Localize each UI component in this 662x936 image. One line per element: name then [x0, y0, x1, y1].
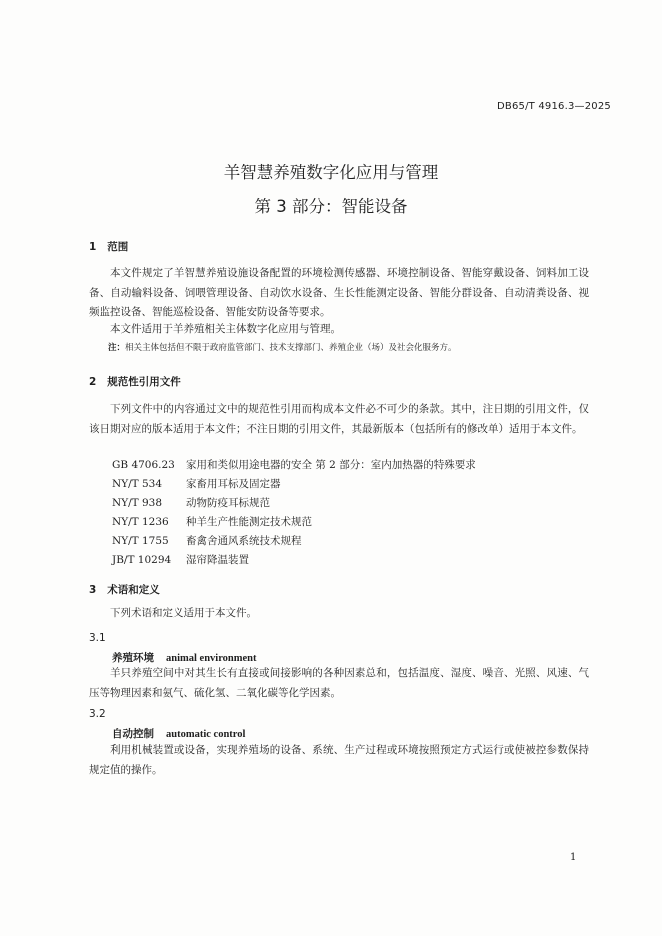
- term-number: 3.1: [89, 632, 106, 644]
- reference-title: 家用和类似用途电器的安全 第 2 部分：室内加热器的特殊要求: [186, 459, 476, 471]
- reference-code: JB/T 10294: [112, 554, 172, 566]
- term-definition: 利用机械装置或设备，实现养殖场的设备、系统、生产过程或环境按照预定方式运行或使被控参数保持规定值的操作。: [89, 744, 589, 776]
- reference-item: [112, 476, 281, 491]
- reference-item: [112, 552, 249, 567]
- section-3-heading: [89, 582, 160, 597]
- page-number: 1: [570, 852, 577, 863]
- section-number: 2: [89, 376, 97, 388]
- reference-title: 湿帘降温装置: [186, 554, 249, 566]
- scope-applicability: 本文件适用于羊养殖相关主体数字化应用与管理。: [110, 323, 341, 335]
- references-intro: 下列文件中的内容通过文中的规范性引用而构成本文件必不可少的条款。其中，注日期的引用文件，仅该日期对应的版本适用于本文件；不注日期的引用文件，其最新版本（包括所有的修改单）适用于本文件。: [89, 403, 589, 435]
- term-name: [112, 650, 257, 665]
- reference-item: [112, 533, 302, 548]
- term-name-en: automatic control: [166, 729, 246, 740]
- section-1-heading: [89, 239, 128, 254]
- reference-code: GB 4706.23: [112, 459, 175, 471]
- reference-code: NY/T 938: [112, 497, 163, 509]
- term-name-cn: 养殖环境: [112, 652, 154, 664]
- reference-code: NY/T 1755: [112, 535, 169, 547]
- note-label: 注：: [108, 343, 126, 353]
- term-definition: 羊只养殖空间中对其生长有直接或间接影响的各种因素总和，包括温度、湿度、噪音、光照、风速、气压等物理因素和氨气、硫化氢、二氧化碳等化学因素。: [89, 667, 589, 699]
- reference-code: NY/T 1236: [112, 516, 169, 528]
- section-title: 规范性引用文件: [107, 376, 181, 388]
- section-number: 1: [89, 241, 97, 253]
- term-name-en: animal environment: [166, 653, 257, 664]
- scope-note: [108, 341, 457, 353]
- document-title: 羊智慧养殖数字化应用与管理: [223, 163, 439, 182]
- section-title: 术语和定义: [107, 584, 160, 596]
- reference-title: 家畜用耳标及固定器: [186, 478, 281, 490]
- scope-paragraph: 本文件规定了羊智慧养殖设施设备配置的环境检测传感器、环境控制设备、智能穿戴设备、饲料加工设备、自动输料设备、饲喂管理设备、自动饮水设备、生长性能测定设备、智能分群设备、自动清粪设备、视频监控设备、智能巡检设备、智能安防设备等要求。: [89, 267, 589, 318]
- document-part-title: 第 3 部分：智能设备: [254, 197, 408, 216]
- reference-item: [112, 457, 476, 472]
- term-number: 3.2: [89, 708, 106, 720]
- section-2-heading: [89, 374, 181, 389]
- note-text: 相关主体包括但不限于政府监管部门、技术支撑部门、养殖企业（场）及社会化服务方。: [125, 343, 457, 353]
- reference-item: [112, 514, 312, 529]
- term-name: [112, 726, 245, 741]
- reference-item: [112, 495, 270, 510]
- standard-number: DB65/T 4916.3—2025: [497, 101, 611, 112]
- section-number: 3: [89, 584, 97, 596]
- reference-title: 畜禽舍通风系统技术规程: [186, 535, 302, 547]
- section-title: 范围: [107, 241, 129, 253]
- reference-title: 种羊生产性能测定技术规范: [186, 516, 312, 528]
- reference-code: NY/T 534: [112, 478, 163, 490]
- term-name-cn: 自动控制: [112, 728, 154, 740]
- terms-intro: 下列术语和定义适用于本文件。: [110, 607, 257, 619]
- reference-title: 动物防疫耳标规范: [186, 497, 270, 509]
